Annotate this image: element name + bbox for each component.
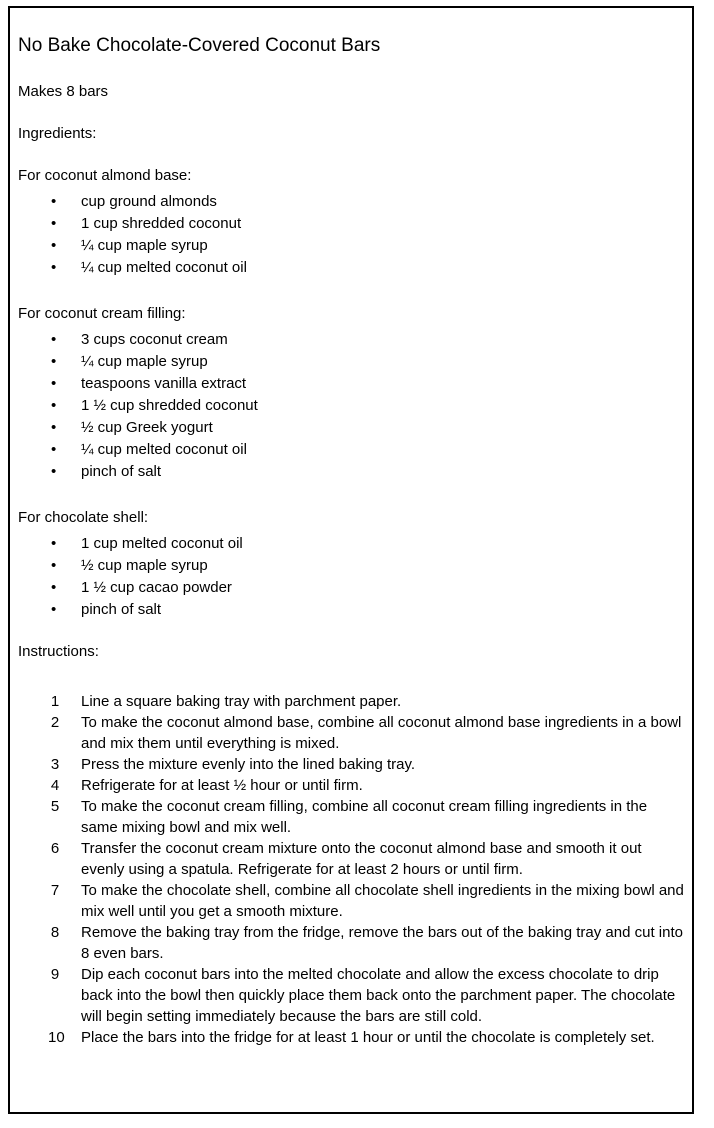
step-text: Remove the baking tray from the fridge, remove the bars out of the baking tray and cut into 8 even bars. — [81, 924, 683, 962]
instruction-step — [18, 964, 694, 1027]
step-number: 2 — [50, 714, 60, 731]
step-number: 10 — [48, 1029, 65, 1046]
step-number: 4 — [50, 777, 60, 794]
step-text: Press the mixture evenly into the lined baking tray. — [81, 756, 416, 773]
step-text: To make the coconut cream filling, combine all coconut cream filling ingredients in the same mixing bowl and mix well. — [81, 798, 648, 836]
list-item — [18, 257, 694, 279]
bullet-icon: • — [51, 463, 57, 480]
bullet-icon: • — [51, 419, 57, 436]
step-number: 5 — [50, 798, 60, 815]
step-number: 1 — [50, 693, 60, 710]
instruction-step — [18, 712, 694, 754]
bullet-icon: • — [51, 331, 57, 348]
list-item — [18, 439, 694, 461]
bullet-icon: • — [51, 259, 57, 276]
instruction-step — [18, 922, 694, 964]
ingredient-text: 3 cups coconut cream — [81, 331, 228, 348]
list-item — [18, 461, 694, 483]
bullet-icon: • — [51, 375, 57, 392]
instruction-list — [18, 691, 694, 1048]
step-text: Refrigerate for at least ½ hour or until firm. — [81, 777, 363, 794]
list-item — [18, 555, 694, 577]
ingredient-text: ½ cup Greek yogurt — [81, 419, 213, 436]
bullet-icon: • — [51, 193, 57, 210]
list-item — [18, 213, 694, 235]
list-item — [18, 417, 694, 439]
step-text: To make the coconut almond base, combine all coconut almond base ingredients in a bowl and mix them until everything is mixed. — [81, 714, 682, 752]
step-text: Place the bars into the fridge for at least 1 hour or until the chocolate is completely set. — [81, 1029, 655, 1046]
instruction-step — [18, 754, 694, 775]
recipe-title: No Bake Chocolate-Covered Coconut Bars — [18, 35, 381, 56]
instruction-step — [18, 880, 694, 922]
step-text: Transfer the coconut cream mixture onto the coconut almond base and smooth it out evenly using a spatula. Refrigerate for at least 2 hours or until firm. — [81, 840, 642, 878]
step-number: 7 — [50, 882, 60, 899]
step-number: 3 — [50, 756, 60, 773]
list-item — [18, 329, 694, 351]
instruction-step — [18, 691, 694, 712]
list-item — [18, 373, 694, 395]
list-item — [18, 235, 694, 257]
step-text: Dip each coconut bars into the melted chocolate and allow the excess chocolate to drip back into the bowl then quickly place them back onto the parchment paper. The chocolate will begin setting immediately because the bars are still cold. — [81, 966, 676, 1025]
ingredient-text: 1 ½ cup cacao powder — [81, 579, 232, 596]
ingredient-text: pinch of salt — [81, 463, 162, 480]
ingredient-text: ¼ cup melted coconut oil — [81, 441, 247, 458]
ingredients-heading: Ingredients: — [18, 125, 97, 142]
ingredient-text: ¼ cup maple syrup — [81, 353, 208, 370]
ingredient-section-base — [18, 165, 694, 279]
list-item — [18, 191, 694, 213]
recipe-yield: Makes 8 bars — [18, 83, 109, 100]
ingredient-text: ¼ cup melted coconut oil — [81, 259, 247, 276]
step-number: 8 — [50, 924, 60, 941]
list-item — [18, 577, 694, 599]
ingredient-text: 1 ½ cup shredded coconut — [81, 397, 258, 414]
ingredient-text: ¼ cup maple syrup — [81, 237, 208, 254]
bullet-icon: • — [51, 601, 57, 618]
list-item — [18, 599, 694, 621]
bullet-icon: • — [51, 397, 57, 414]
ingredient-text: pinch of salt — [81, 601, 162, 618]
bullet-icon: • — [51, 353, 57, 370]
ingredient-list — [18, 533, 694, 621]
ingredient-text: 1 cup shredded coconut — [81, 215, 242, 232]
ingredient-list — [18, 191, 694, 279]
bullet-icon: • — [51, 557, 57, 574]
instructions-heading: Instructions: — [18, 643, 99, 660]
list-item — [18, 395, 694, 417]
instruction-step — [18, 838, 694, 880]
bullet-icon: • — [51, 215, 57, 232]
bullet-icon: • — [51, 237, 57, 254]
ingredient-text: teaspoons vanilla extract — [81, 375, 247, 392]
list-item — [18, 533, 694, 555]
step-text: To make the chocolate shell, combine all chocolate shell ingredients in the mixing bowl and mix well until you get a smooth mixture. — [81, 882, 684, 920]
ingredient-text: cup ground almonds — [81, 193, 217, 210]
instruction-step — [18, 796, 694, 838]
step-number: 6 — [50, 840, 60, 857]
ingredient-section-filling — [18, 303, 694, 483]
step-text: Line a square baking tray with parchment paper. — [81, 693, 402, 710]
bullet-icon: • — [51, 535, 57, 552]
instruction-step — [18, 775, 694, 796]
ingredient-section-shell — [18, 507, 694, 621]
ingredient-text: ½ cup maple syrup — [81, 557, 208, 574]
ingredient-list — [18, 329, 694, 483]
bullet-icon: • — [51, 441, 57, 458]
bullet-icon: • — [51, 579, 57, 596]
section-heading: For chocolate shell: — [18, 509, 149, 526]
section-heading: For coconut almond base: — [18, 167, 192, 184]
section-heading: For coconut cream filling: — [18, 305, 186, 322]
ingredient-text: 1 cup melted coconut oil — [81, 535, 243, 552]
step-number: 9 — [50, 966, 60, 983]
instruction-step — [18, 1027, 694, 1048]
recipe-document — [18, 34, 694, 1048]
list-item — [18, 351, 694, 373]
